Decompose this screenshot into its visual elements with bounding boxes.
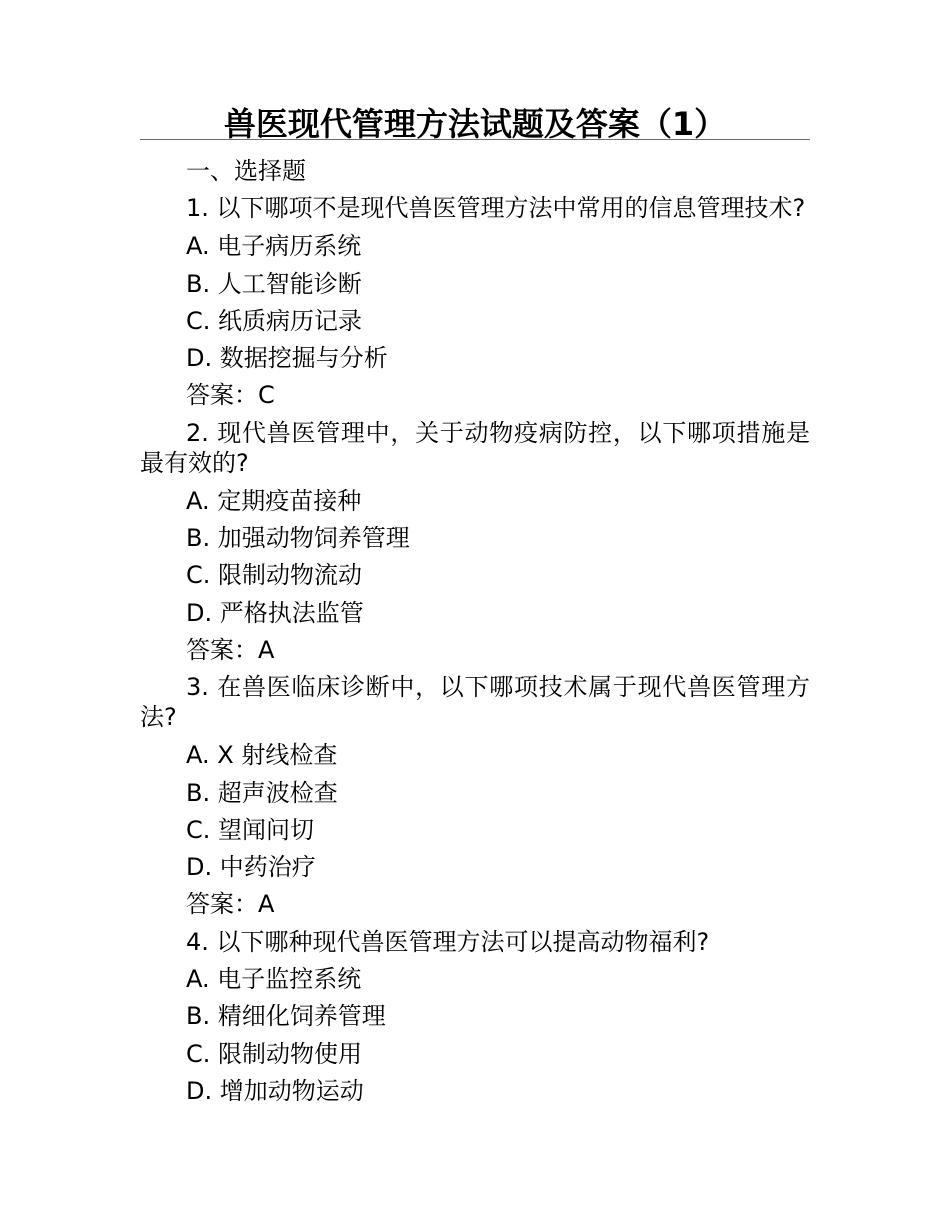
page-title: 兽医现代管理方法试题及答案（1）: [223, 105, 727, 143]
option-b: B. 加强动物饲养管理: [186, 524, 410, 553]
question-stem: 1. 以下哪项不是现代兽医管理方法中常用的信息管理技术?: [186, 194, 806, 223]
answer-line: 答案：C: [186, 381, 275, 410]
option-b: B. 精细化饲养管理: [186, 1002, 386, 1031]
option-a: A. X 射线检查: [186, 741, 338, 770]
section-heading: 一、选择题: [186, 157, 306, 185]
title-underline: [140, 139, 810, 140]
option-d: D. 严格执法监管: [186, 598, 364, 627]
option-a: A. 电子监控系统: [186, 965, 362, 994]
question-stem: 4. 以下哪种现代兽医管理方法可以提高动物福利?: [186, 927, 710, 956]
question-stem: 2. 现代兽医管理中，关于动物疫病防控，以下哪项措施是最有效的?: [140, 418, 810, 477]
answer-line: 答案：A: [186, 890, 275, 919]
answer-line: 答案：A: [186, 635, 275, 664]
option-c: C. 望闻问切: [186, 815, 315, 844]
option-c: C. 限制动物流动: [186, 561, 363, 590]
option-b: B. 超声波检查: [186, 778, 338, 807]
question-stem: 3. 在兽医临床诊断中，以下哪项技术属于现代兽医管理方法?: [140, 673, 810, 732]
option-b: B. 人工智能诊断: [186, 269, 362, 298]
option-d: D. 增加动物运动: [186, 1076, 364, 1105]
option-c: C. 限制动物使用: [186, 1039, 363, 1068]
document-body: [140, 153, 810, 1110]
option-d: D. 中药治疗: [186, 853, 316, 882]
option-d: D. 数据挖掘与分析: [186, 344, 388, 373]
option-a: A. 电子病历系统: [186, 232, 362, 261]
option-a: A. 定期疫苗接种: [186, 486, 362, 515]
option-c: C. 纸质病历记录: [186, 306, 363, 335]
